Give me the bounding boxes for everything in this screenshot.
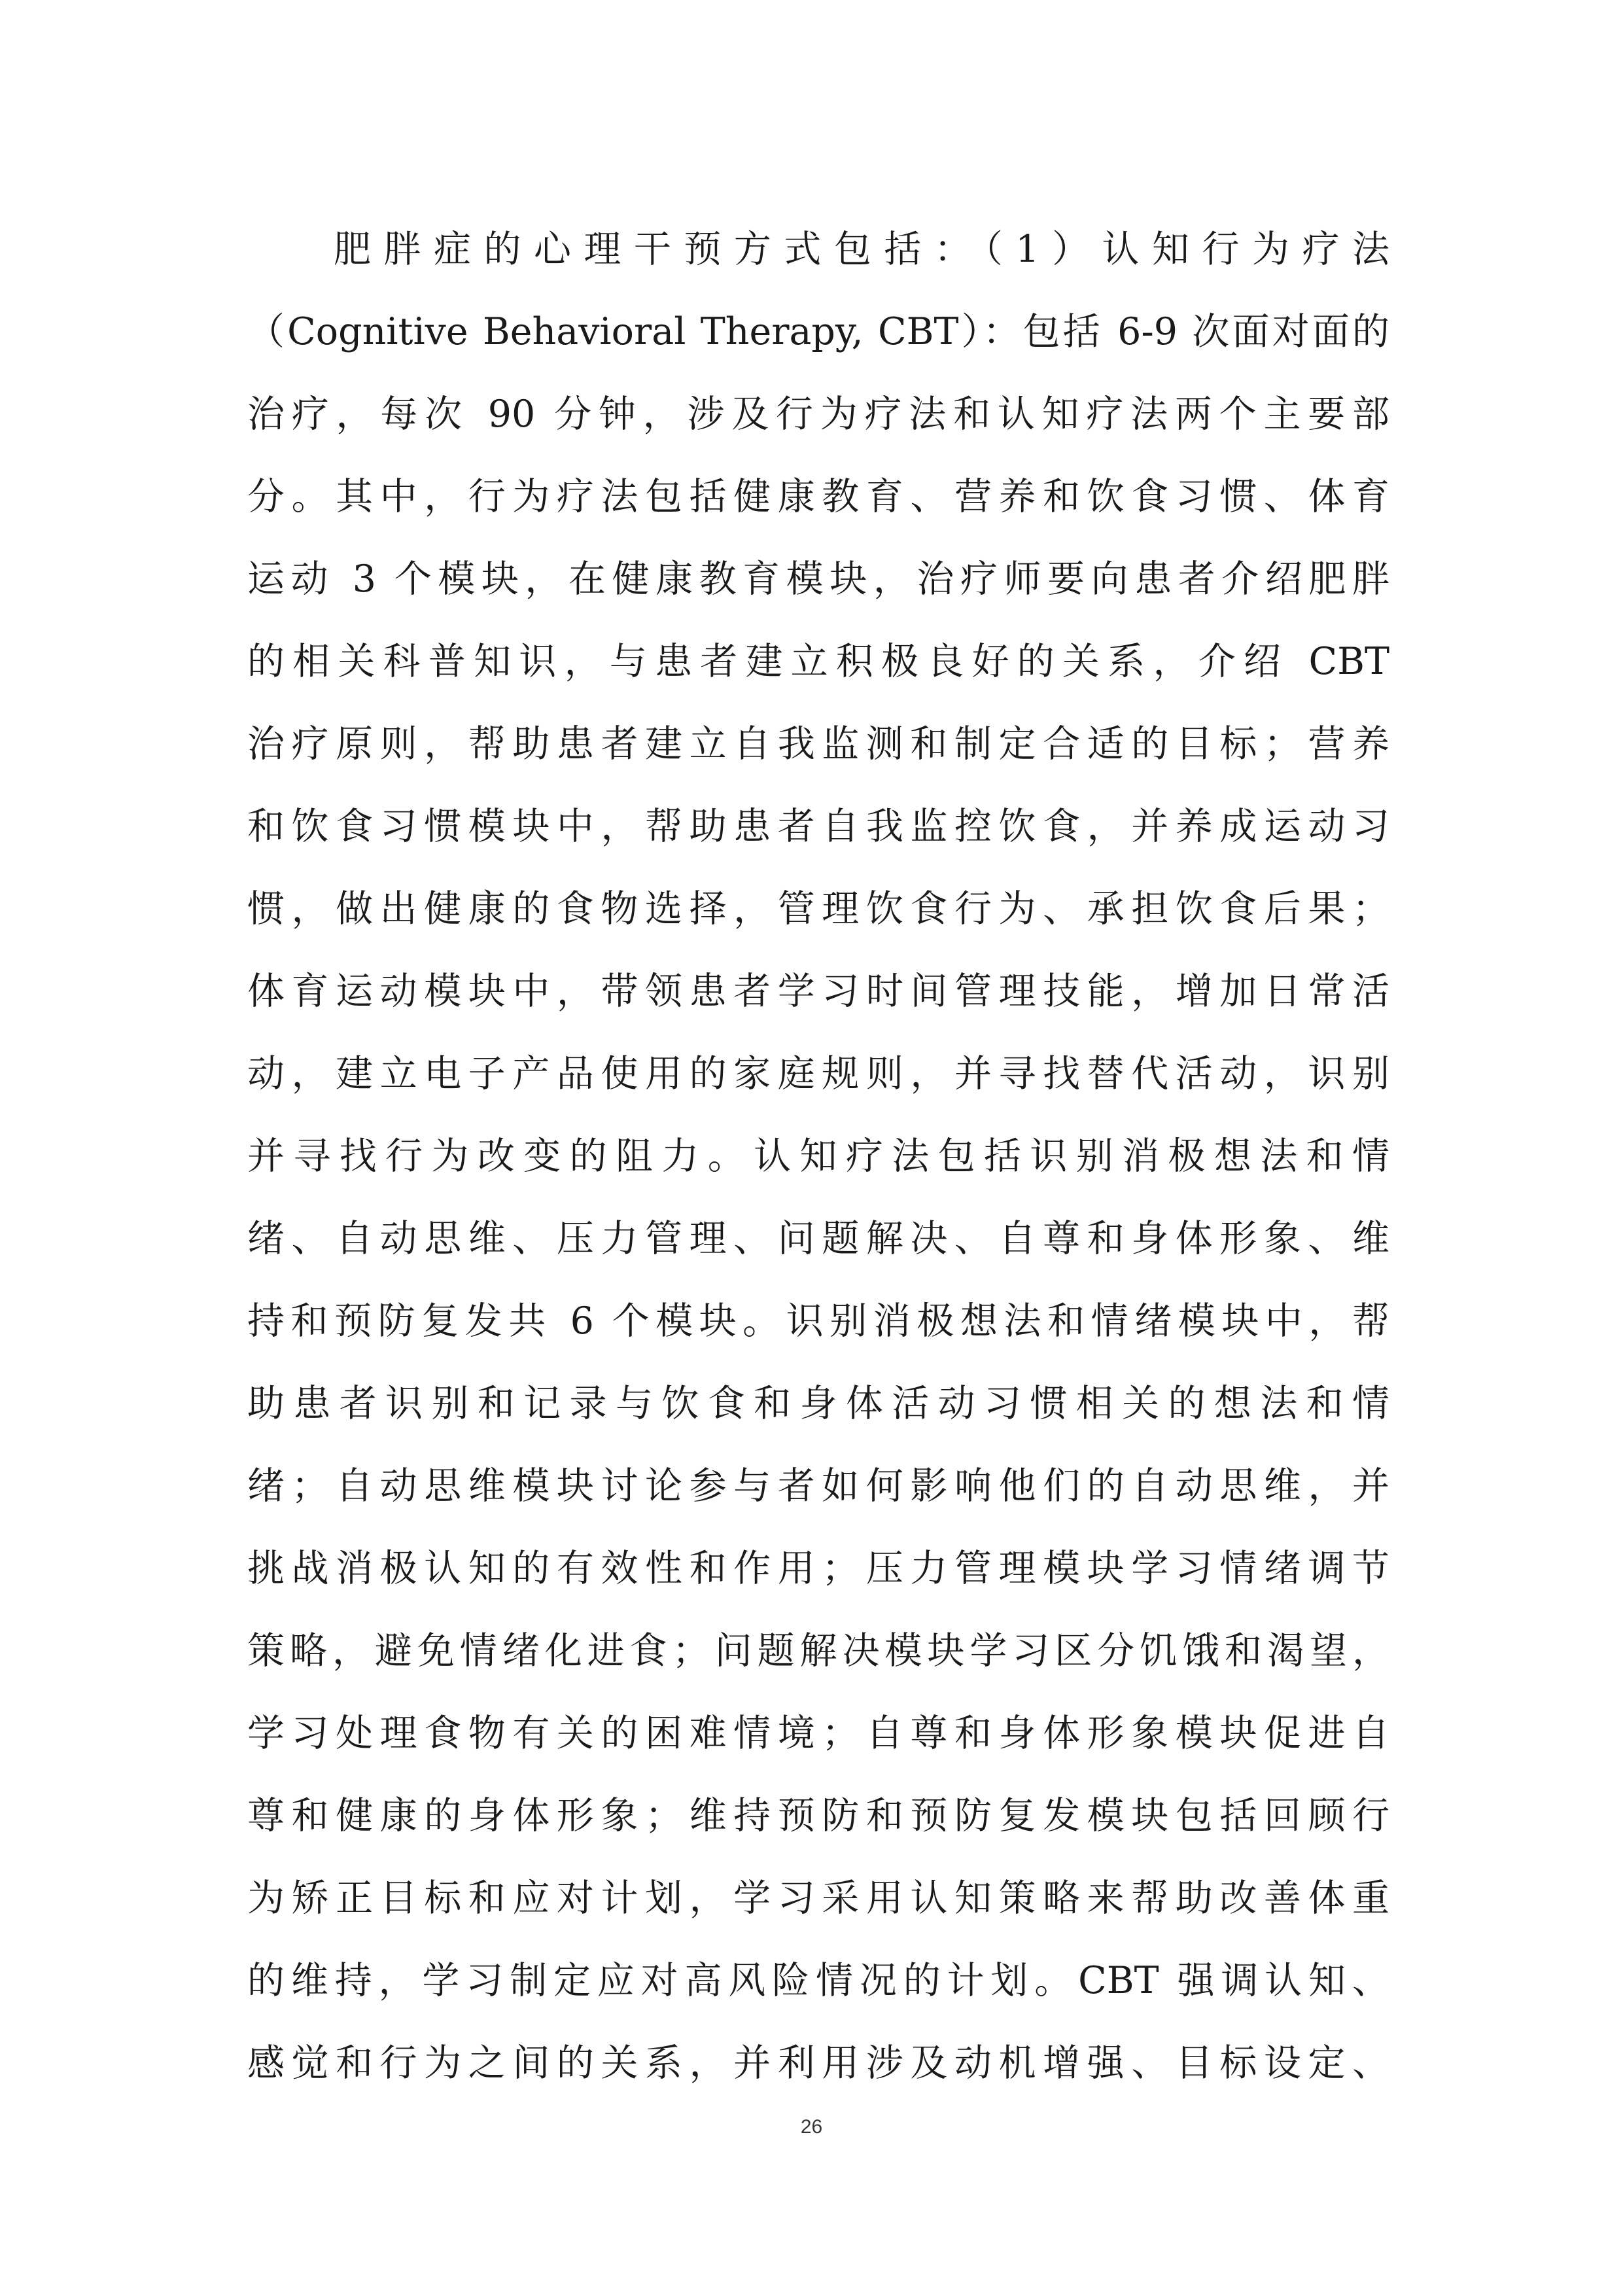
text-line: 的相关科普知识，与患者建立积极良好的关系，介绍 CBT xyxy=(247,640,1389,683)
text-line: 的维持，学习制定应对高风险情况的计划。CBT 强调认知、 xyxy=(247,1959,1389,2002)
text-line: 惯，做出健康的食物选择，管理饮食行为、承担饮食后果； xyxy=(247,887,1389,930)
text-line: 学习处理食物有关的困难情境；自尊和身体形象模块促进自 xyxy=(247,1712,1389,1755)
text-line: 分。其中，行为疗法包括健康教育、营养和饮食习惯、体育 xyxy=(247,475,1389,518)
text-line: 感觉和行为之间的关系，并利用涉及动机增强、目标设定、 xyxy=(247,2041,1389,2085)
text-line: 动，建立电子产品使用的家庭规则，并寻找替代活动，识别 xyxy=(247,1052,1389,1095)
text-line: 策略，避免情绪化进食；问题解决模块学习区分饥饿和渴望， xyxy=(247,1629,1389,1672)
text-line: 治疗，每次 90 分钟，涉及行为疗法和认知疗法两个主要部 xyxy=(247,393,1389,436)
text-line: 持和预防复发共 6 个模块。识别消极想法和情绪模块中，帮 xyxy=(247,1299,1389,1343)
text-line: 助患者识别和记录与饮食和身体活动习惯相关的想法和情 xyxy=(247,1382,1389,1425)
body-paragraph xyxy=(247,208,1389,2104)
page-number: 26 xyxy=(800,2116,823,2138)
text-line: 肥胖症的心理干预方式包括：（1）认知行为疗法 xyxy=(334,228,1389,271)
text-line: 绪、自动思维、压力管理、问题解决、自尊和身体形象、维 xyxy=(247,1217,1389,1260)
text-line: 并寻找行为改变的阻力。认知疗法包括识别消极想法和情 xyxy=(247,1135,1389,1178)
text-line: 绪；自动思维模块讨论参与者如何影响他们的自动思维，并 xyxy=(247,1464,1389,1508)
text-line: 尊和健康的身体形象；维持预防和预防复发模块包括回顾行 xyxy=(247,1794,1389,1837)
text-line: 为矫正目标和应对计划，学习采用认知策略来帮助改善体重 xyxy=(247,1877,1389,1920)
text-line: 和饮食习惯模块中，帮助患者自我监控饮食，并养成运动习 xyxy=(247,805,1389,848)
text-line: 运动 3 个模块，在健康教育模块，治疗师要向患者介绍肥胖 xyxy=(247,557,1389,601)
text-line: 挑战消极认知的有效性和作用；压力管理模块学习情绪调节 xyxy=(247,1547,1389,1590)
text-line: 体育运动模块中，带领患者学习时间管理技能，增加日常活 xyxy=(247,970,1389,1013)
text-line: （Cognitive Behavioral Therapy, CBT）：包括 6-9 次面对面的 xyxy=(247,310,1389,353)
text-line: 治疗原则，帮助患者建立自我监测和制定合适的目标；营养 xyxy=(247,722,1389,766)
